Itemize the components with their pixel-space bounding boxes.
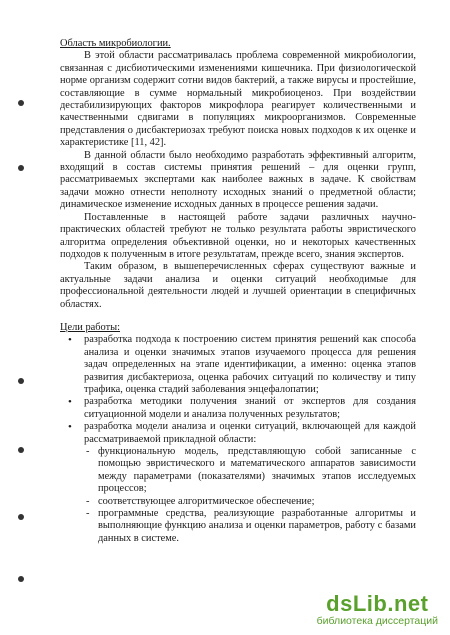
goals-list xyxy=(60,334,416,446)
paragraph: В этой области рассматривалась проблема современной микробиологии, связанная с дисбиотическими изменениями кишечника. При физиологической норме организм содержит сотни видов бактерий, а также вирусы и простейшие, составляющие в сумме нормальный микробиоценоз. При воздействии дестабилизирующих факторов микрофлора реагирует количественными и качественными сдвигами в популяциях микроорганизмов. Современные представления о дисбактериозах требуют поиска новых подходов к их оценке и характеристике [11, 42]. xyxy=(60,50,416,149)
watermark-logo: dsLib.net xyxy=(326,591,429,616)
paragraph: В данной области было необходимо разработать эффективный алгоритм, входящий в состав системы принятия решений – для оценки групп, рассматриваемых экспертами как наиболее важных в задаче. К свойствам задачи можно отнести неполноту исходных знаний о предметной области; динамическое изменение исходных данных в процессе решения задачи. xyxy=(60,149,416,211)
goal-item: • разработка модели анализа и оценки ситуаций, включающей для каждой рассматриваемой прикладной области: xyxy=(60,421,416,446)
section-heading: Область микробиологии. xyxy=(60,38,171,49)
goals-heading: Цели работы: xyxy=(60,321,121,333)
margin-binding-mark xyxy=(18,576,24,582)
document-body xyxy=(60,38,416,545)
goal-item: • разработка подхода к построению систем принятия решений как способа анализа и оценки значимых этапов изучаемого процесса для решения задач определенных на этапе идентификации, а именно: оценка этапов развития дисбактериоза, оценка рабочих ситуаций по количеству и типу трафика, оценка стадий заболевания энцефалопатии; xyxy=(60,334,416,396)
margin-binding-mark xyxy=(18,165,24,171)
goal-item: • разработка методики получения знаний от экспертов для создания ситуационной модели и анализа полученных результатов; xyxy=(60,396,416,421)
goal-subitem: - соответствующее алгоритмическое обеспечение; xyxy=(60,496,416,508)
margin-binding-mark xyxy=(18,514,24,520)
margin-binding-mark xyxy=(18,378,24,384)
goal-subitem: - функциональную модель, представляющую собой записанные с помощью эвристического и математического аппаратов зависимости между параметрами (показателями) значимых этапов исследуемых процессов; xyxy=(60,446,416,496)
goal-subitem: - программные средства, реализующие разработанные алгоритмы и выполняющие функцию анализа и оценки параметров, работу с базами данных в системе. xyxy=(60,508,416,545)
goal-subitems-list xyxy=(60,446,416,545)
paragraph: Таким образом, в вышеперечисленных сферах существуют важные и актуальные задачи анализа и оценки ситуаций необходимые для профессиональной деятельности людей и лучшей ориентации в специфичных областях. xyxy=(60,261,416,310)
margin-binding-mark xyxy=(18,447,24,453)
margin-binding-mark xyxy=(18,100,24,106)
dslib-watermark xyxy=(317,591,438,627)
watermark-subtitle: библиотека диссертаций xyxy=(316,615,438,627)
paragraph: Поставленные в настоящей работе задачи различных научно-практических областей требуют не только результата работы эвристического алгоритма определения объективной оценки, но и некоторых качественных подходов к полученным в итоге результатам, прежде всего, знания экспертов. xyxy=(60,211,416,260)
